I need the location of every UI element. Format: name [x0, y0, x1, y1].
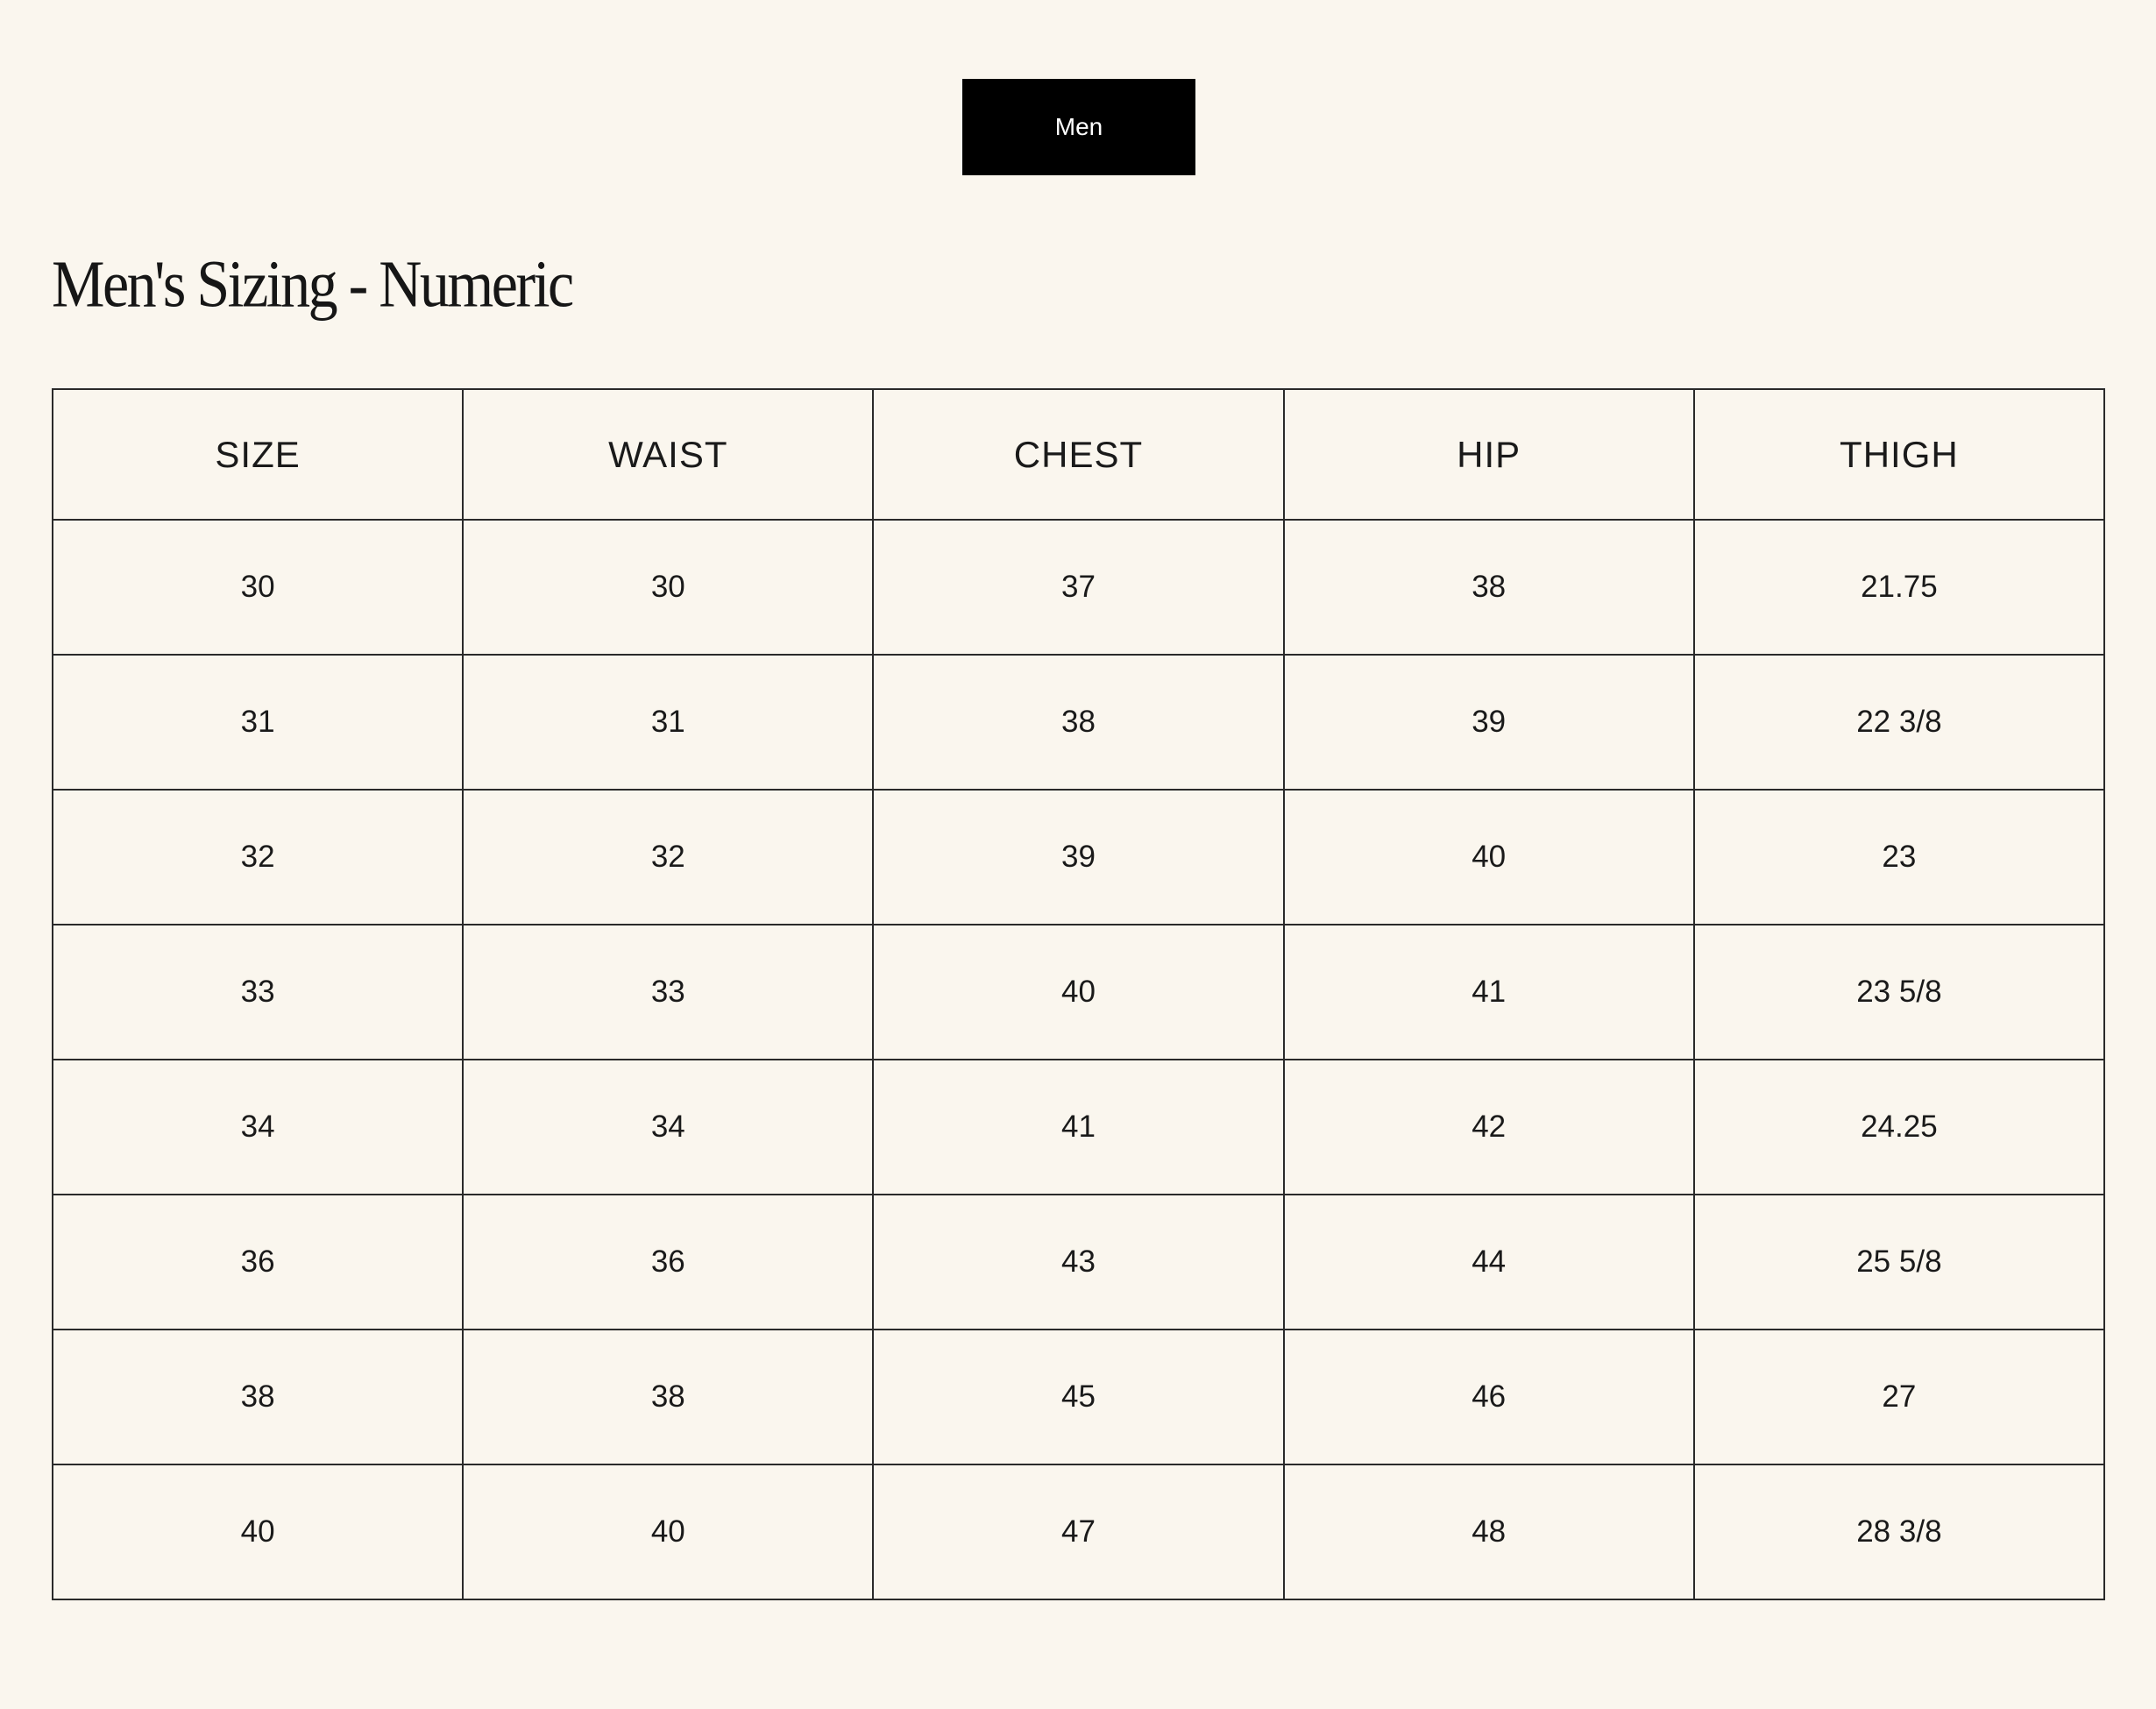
- table-row: [53, 1330, 2104, 1464]
- cell-size: 33: [53, 925, 463, 1060]
- cell-chest: 40: [873, 925, 1283, 1060]
- size-chart-table: [52, 388, 2105, 1600]
- table-row: [53, 1195, 2104, 1330]
- cell-chest: 43: [873, 1195, 1283, 1330]
- cell-hip: 48: [1284, 1464, 1694, 1599]
- cell-thigh: 27: [1694, 1330, 2104, 1464]
- table-row: [53, 925, 2104, 1060]
- cell-chest: 41: [873, 1060, 1283, 1195]
- cell-waist: 38: [463, 1330, 873, 1464]
- cell-chest: 39: [873, 790, 1283, 925]
- cell-hip: 44: [1284, 1195, 1694, 1330]
- gender-tab-bar: [0, 79, 2156, 175]
- cell-chest: 38: [873, 655, 1283, 790]
- cell-hip: 40: [1284, 790, 1694, 925]
- column-header-thigh: THIGH: [1694, 389, 2104, 520]
- cell-hip: 39: [1284, 655, 1694, 790]
- column-header-waist: WAIST: [463, 389, 873, 520]
- cell-hip: 38: [1284, 520, 1694, 655]
- cell-size: 30: [53, 520, 463, 655]
- cell-waist: 34: [463, 1060, 873, 1195]
- cell-chest: 37: [873, 520, 1283, 655]
- cell-size: 31: [53, 655, 463, 790]
- column-header-size: SIZE: [53, 389, 463, 520]
- page-title: Men's Sizing - Numeric: [52, 246, 572, 322]
- cell-waist: 30: [463, 520, 873, 655]
- cell-thigh: 21.75: [1694, 520, 2104, 655]
- cell-hip: 41: [1284, 925, 1694, 1060]
- cell-hip: 42: [1284, 1060, 1694, 1195]
- table-row: [53, 655, 2104, 790]
- cell-chest: 47: [873, 1464, 1283, 1599]
- cell-thigh: 24.25: [1694, 1060, 2104, 1195]
- tab-men[interactable]: Men: [962, 79, 1195, 175]
- table-row: [53, 1464, 2104, 1599]
- cell-size: 34: [53, 1060, 463, 1195]
- column-header-chest: CHEST: [873, 389, 1283, 520]
- table-row: [53, 520, 2104, 655]
- cell-thigh: 22 3/8: [1694, 655, 2104, 790]
- cell-thigh: 25 5/8: [1694, 1195, 2104, 1330]
- cell-waist: 31: [463, 655, 873, 790]
- cell-size: 32: [53, 790, 463, 925]
- cell-thigh: 23: [1694, 790, 2104, 925]
- column-header-hip: HIP: [1284, 389, 1694, 520]
- cell-thigh: 28 3/8: [1694, 1464, 2104, 1599]
- cell-size: 38: [53, 1330, 463, 1464]
- cell-waist: 33: [463, 925, 873, 1060]
- cell-waist: 32: [463, 790, 873, 925]
- table-header-row: [53, 389, 2104, 520]
- cell-chest: 45: [873, 1330, 1283, 1464]
- cell-hip: 46: [1284, 1330, 1694, 1464]
- cell-size: 40: [53, 1464, 463, 1599]
- cell-waist: 40: [463, 1464, 873, 1599]
- cell-size: 36: [53, 1195, 463, 1330]
- table-row: [53, 790, 2104, 925]
- cell-thigh: 23 5/8: [1694, 925, 2104, 1060]
- cell-waist: 36: [463, 1195, 873, 1330]
- table-row: [53, 1060, 2104, 1195]
